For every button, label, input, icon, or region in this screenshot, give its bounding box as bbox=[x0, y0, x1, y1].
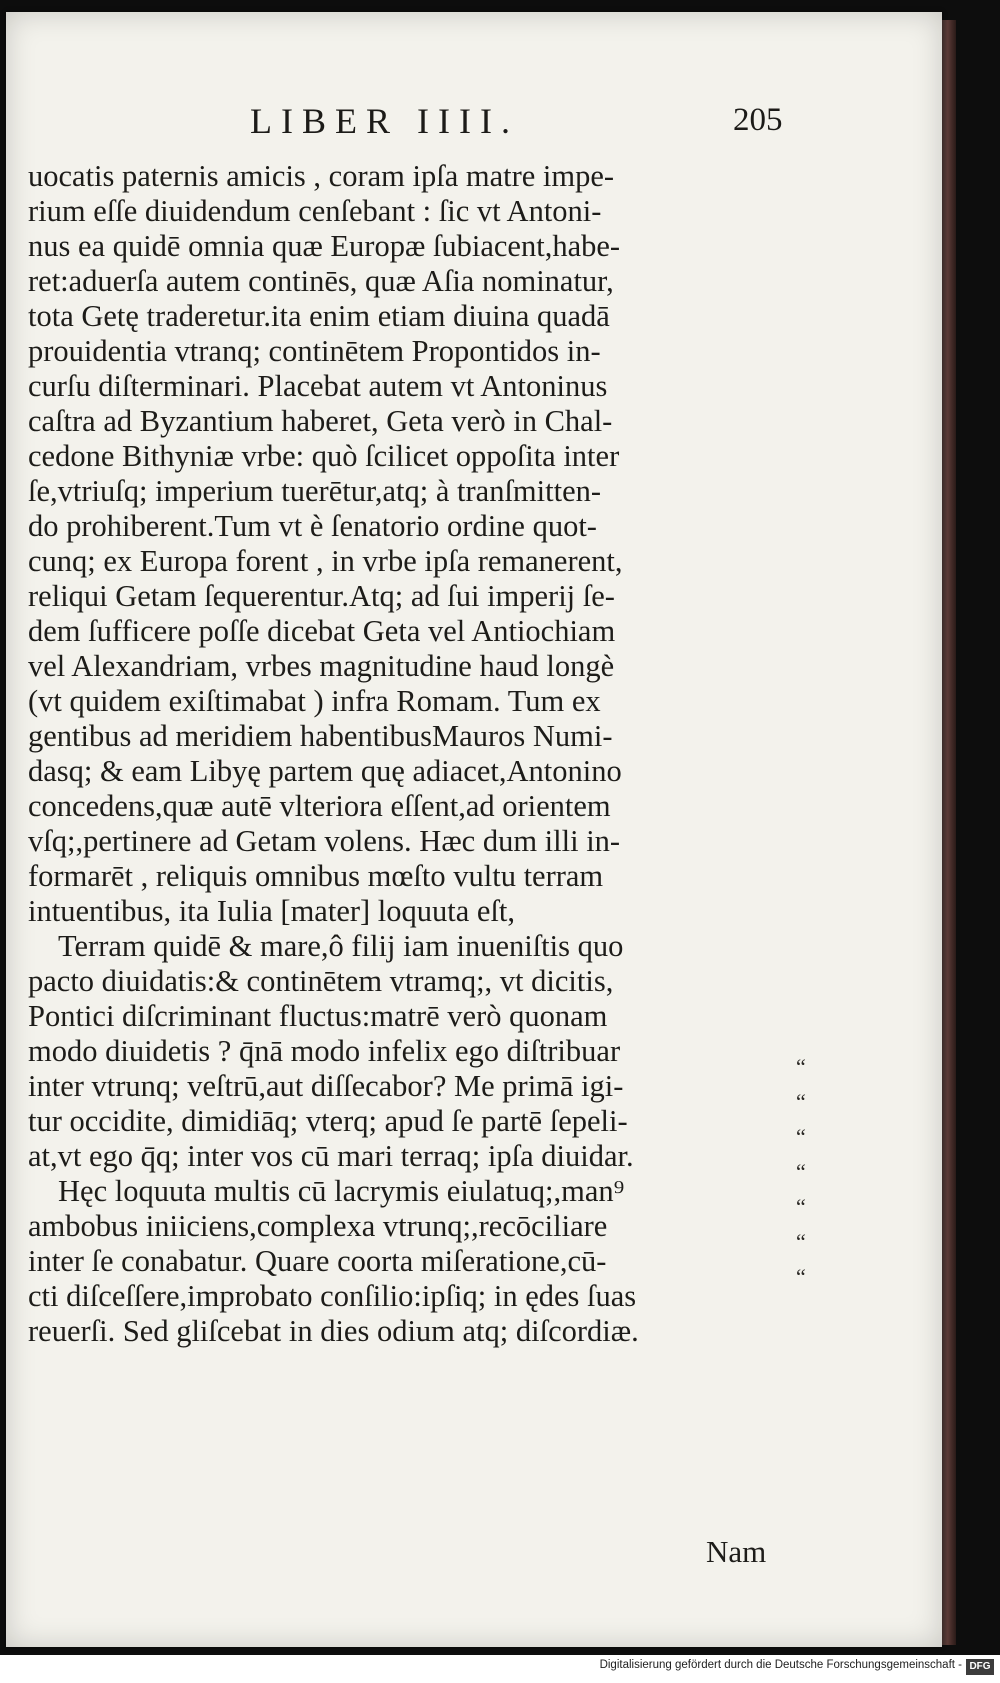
text-line: tota Getę traderetur.ita enim etiam diuina quadā bbox=[28, 299, 610, 333]
text-line: Terram quidē & mare,ô filij iam inueniſtis quo bbox=[58, 929, 624, 963]
page-number: 205 bbox=[733, 102, 783, 138]
page-edge bbox=[942, 20, 956, 1645]
text-line: cedone Bithyniæ vrbe: quò ſcilicet oppoſita inter bbox=[28, 439, 620, 473]
footer-credit: Digitalisierung gefördert durch die Deutsche Forschungsgemeinschaft - bbox=[599, 1659, 962, 1671]
quotation-mark: “ bbox=[796, 1124, 806, 1149]
quotation-mark: “ bbox=[796, 1194, 806, 1219]
book-page bbox=[6, 12, 942, 1647]
text-line: vel Alexandriam, vrbes magnitudine haud longè bbox=[28, 649, 615, 683]
text-line: Hęc loquuta multis cū lacrymis eiulatuq;,man⁹ bbox=[58, 1174, 625, 1208]
text-line: inter ſe conabatur. Quare coorta miſeratione,cū- bbox=[28, 1244, 607, 1278]
text-line: cunq; ex Europa forent , in vrbe ipſa remanerent, bbox=[28, 544, 623, 578]
text-line: formarēt , reliquis omnibus mœſto vultu terram bbox=[28, 859, 604, 893]
catchword: Nam bbox=[706, 1534, 767, 1569]
quotation-mark: “ bbox=[796, 1159, 806, 1184]
footer-bar bbox=[0, 1655, 1000, 1683]
quotation-mark: “ bbox=[796, 1054, 806, 1079]
text-line: reliqui Getam ſequerentur.Atq; ad ſui imperij ſe- bbox=[28, 579, 615, 613]
quotation-mark: “ bbox=[796, 1229, 806, 1254]
text-line: vſq;,pertinere ad Getam volens. Hæc dum illi in- bbox=[28, 824, 621, 858]
text-line: (vt quidem exiſtimabat ) infra Romam. Tum ex bbox=[28, 684, 601, 718]
text-line: cti diſceſſere,improbato conſilio:ipſiq; in ędes ſuas bbox=[28, 1279, 637, 1313]
text-line: Pontici diſcriminant fluctus:matrē verò quonam bbox=[28, 999, 608, 1033]
text-line: concedens,quæ autē vlteriora eſſent,ad orientem bbox=[28, 789, 611, 823]
text-line: nus ea quidē omnia quæ Europæ ſubiacent,habe- bbox=[28, 229, 621, 263]
text-line: uocatis paternis amicis , coram ipſa matre impe- bbox=[28, 159, 615, 193]
text-line: tur occidite, dimidiāq; vterq; apud ſe partē ſepeli- bbox=[28, 1104, 628, 1138]
text-line: pacto diuidatis:& continētem vtramq;, vt dicitis, bbox=[28, 964, 614, 998]
text-line: reuerſi. Sed gliſcebat in dies odium atq; diſcordiæ. bbox=[28, 1314, 639, 1348]
text-line: gentibus ad meridiem habentibusMauros Numi- bbox=[28, 719, 613, 753]
dfg-logo-icon: DFG bbox=[966, 1659, 994, 1675]
text-line: prouidentia vtranq; continētem Propontidos in- bbox=[28, 334, 601, 368]
text-line: ret:aduerſa autem continēs, quæ Aſia nominatur, bbox=[28, 264, 614, 298]
text-line: dasq; & eam Libyę partem quę adiacet,Antonino bbox=[28, 754, 622, 788]
quotation-mark: “ bbox=[796, 1264, 806, 1289]
text-line: caſtra ad Byzantium haberet, Geta verò in Chal- bbox=[28, 404, 613, 438]
text-line: ſe,vtriuſq; imperium tuerētur,atq; à tranſmitten- bbox=[28, 474, 602, 508]
text-line: rium eſſe diuidendum cenſebant : ſic vt Antoni- bbox=[28, 194, 602, 228]
text-line: dem ſufficere poſſe dicebat Geta vel Antiochiam bbox=[28, 614, 616, 648]
text-line: curſu diſterminari. Placebat autem vt Antoninus bbox=[28, 369, 608, 403]
text-line: do prohiberent.Tum vt è ſenatorio ordine quot- bbox=[28, 509, 597, 543]
text-line: inter vtrunq; veſtrū,aut diſſecabor? Me primā igi- bbox=[28, 1069, 624, 1103]
text-line: ambobus iniiciens,complexa vtrunq;,recōciliare bbox=[28, 1209, 608, 1243]
text-line: intuentibus, ita Iulia [mater] loquuta eſt, bbox=[28, 894, 516, 928]
text-line: modo diuidetis ? q̄nā modo infelix ego diſtribuar bbox=[28, 1034, 621, 1068]
running-head: LIBER IIII. bbox=[250, 101, 519, 141]
quotation-mark: “ bbox=[796, 1089, 806, 1114]
page-header bbox=[28, 100, 798, 150]
text-line: at,vt ego q̄q; inter vos cū mari terraq; ipſa diuidar. bbox=[28, 1139, 634, 1173]
